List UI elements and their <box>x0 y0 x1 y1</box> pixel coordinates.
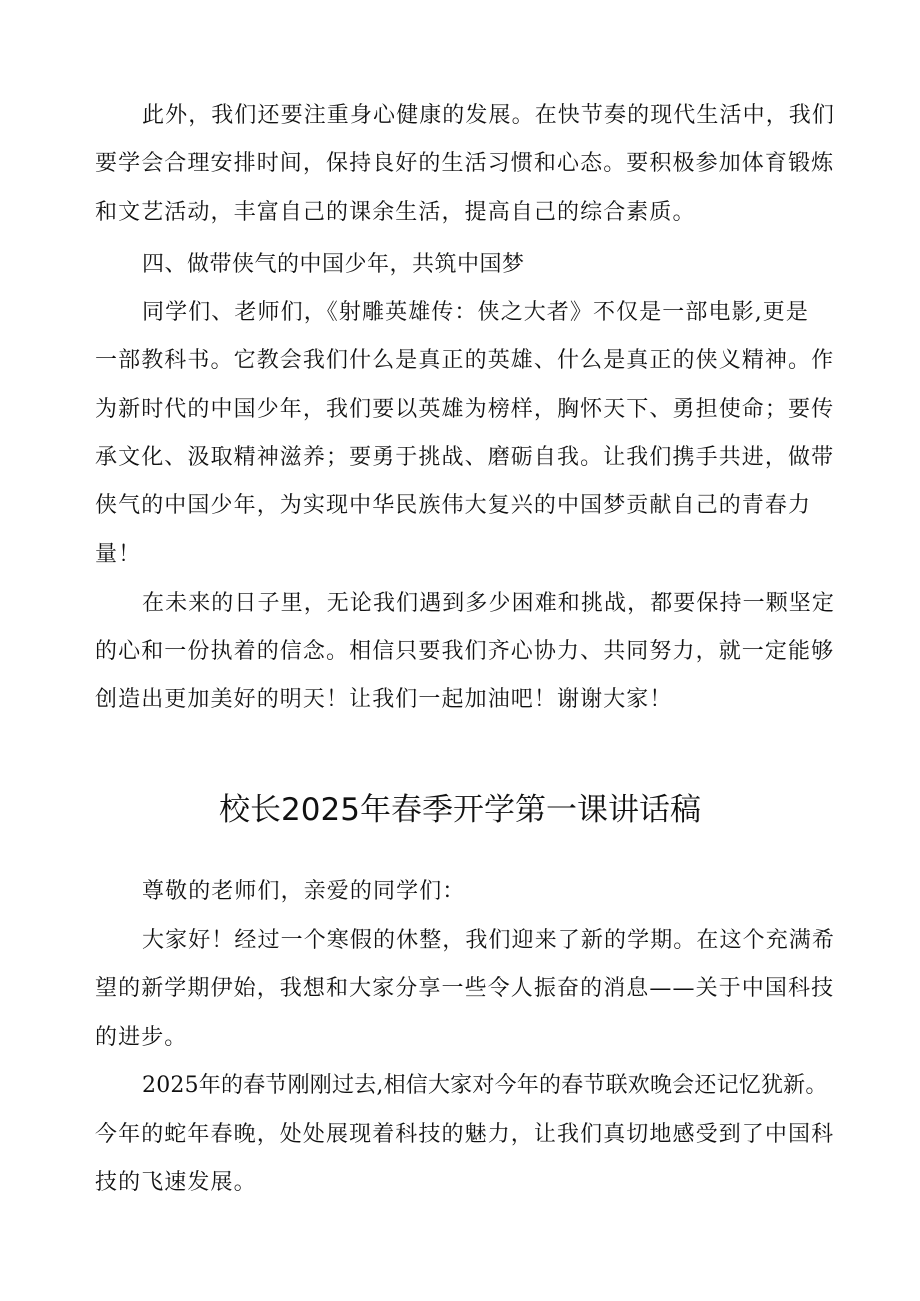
paragraph-hero-line: 量！ <box>95 542 142 567</box>
document-title: 校长2025年春季开学第一课讲话稿 <box>219 792 701 828</box>
paragraph-health-line: 要学会合理安排时间，保持良好的生活习惯和心态。要积极参加体育锻炼 <box>95 151 835 176</box>
section-heading: 四、做带侠气的中国少年，共筑中国梦 <box>142 252 525 277</box>
paragraph-hero-line: 侠气的中国少年，为实现中华民族伟大复兴的中国梦贡献自己的青春力 <box>95 493 812 518</box>
paragraph-gala-line: 技的飞速发展。 <box>95 1170 257 1195</box>
salutation: 尊敬的老师们，亲爱的同学们： <box>142 879 466 904</box>
paragraph-hero-line: 为新时代的中国少年，我们要以英雄为榜样，胸怀天下、勇担使命；要传 <box>95 397 835 422</box>
paragraph-hero-line: 承文化、汲取精神滋养；要勇于挑战、磨砺自我。让我们携手共进，做带 <box>95 445 835 470</box>
paragraph-health-line: 此外，我们还要注重身心健康的发展。在快节奏的现代生活中，我们 <box>142 103 836 128</box>
paragraph-gala-line: 今年的蛇年春晚，处处展现着科技的魅力，让我们真切地感受到了中国科 <box>95 1122 835 1147</box>
paragraph-gala-line: 2025年的春节刚刚过去,相信大家对今年的春节联欢晚会还记忆犹新。 <box>142 1073 828 1098</box>
paragraph-future-line: 的心和一份执着的信念。相信只要我们齐心协力、共同努力，就一定能够 <box>95 639 835 664</box>
paragraph-hero-line: 一部教科书。它教会我们什么是真正的英雄、什么是真正的侠义精神。作 <box>95 348 835 373</box>
paragraph-greeting-line: 望的新学期伊始，我想和大家分享一些令人振奋的消息——关于中国科技 <box>95 976 835 1001</box>
paragraph-health-line: 和文艺活动，丰富自己的课余生活，提高自己的综合素质。 <box>95 200 696 225</box>
paragraph-greeting-line: 的进步。 <box>95 1025 188 1050</box>
paragraph-future-line: 在未来的日子里，无论我们遇到多少困难和挑战，都要保持一颗坚定 <box>142 591 836 616</box>
paragraph-future-line: 创造出更加美好的明天！让我们一起加油吧！谢谢大家！ <box>95 687 673 712</box>
paragraph-greeting-line: 大家好！经过一个寒假的休整，我们迎来了新的学期。在这个充满希 <box>142 928 836 953</box>
paragraph-hero-line: 同学们、老师们，《射雕英雄传：侠之大者》不仅是一部电影,更是 <box>142 300 809 325</box>
